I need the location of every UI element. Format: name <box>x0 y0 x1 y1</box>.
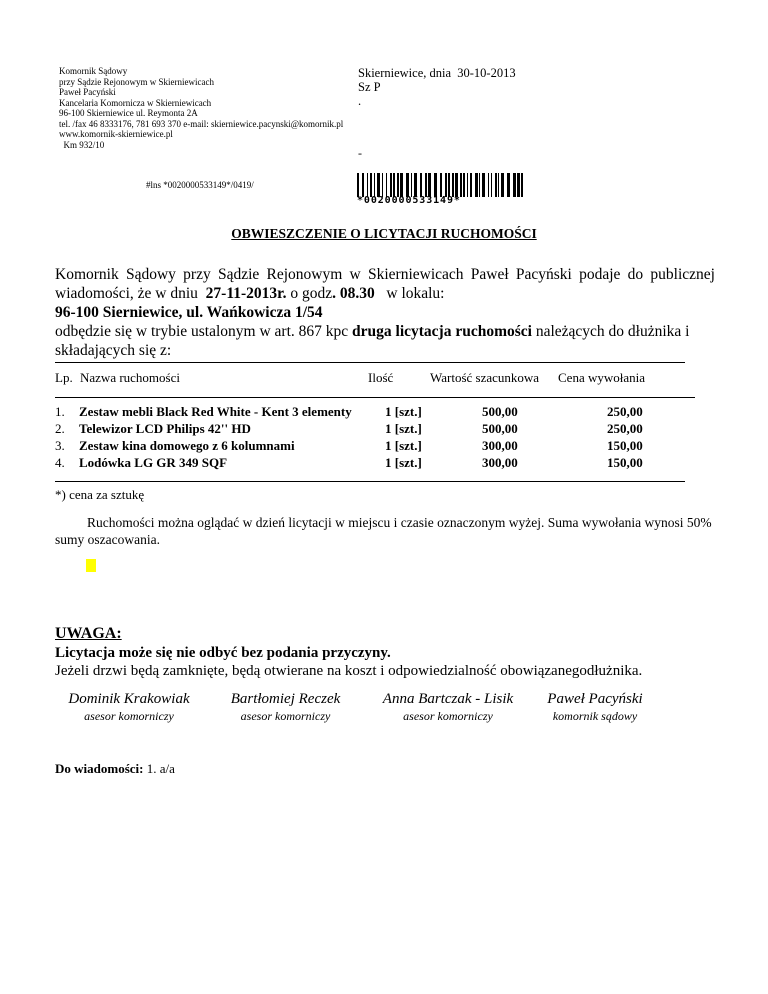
cell-price: 250,00 <box>607 404 643 419</box>
barcode-bar <box>357 173 359 197</box>
barcode-bar <box>488 173 489 197</box>
distribution-label: Do wiadomości: <box>55 761 144 776</box>
cell-price: 150,00 <box>607 438 643 453</box>
dot-mark: . <box>358 94 362 108</box>
cell-value: 300,00 <box>482 455 518 470</box>
warning-line-2: Jeżeli drzwi będą zamknięte, będą otwierane na koszt i odpowiedzialność obowiązanegodłużnika. <box>55 663 643 679</box>
barcode-bar <box>463 173 465 197</box>
barcode-bar <box>491 173 492 197</box>
document-title: OBWIESZCZENIE O LICYTACJI RUCHOMOŚCI <box>231 226 537 241</box>
barcode-bar <box>434 173 437 197</box>
office-line: Komornik Sądowy <box>59 66 128 76</box>
barcode-bar <box>397 173 399 197</box>
intro-line-2 <box>55 284 715 303</box>
auction-time: . 08.30 <box>332 285 375 302</box>
intro-text: o godz <box>286 285 333 302</box>
office-line: przy Sądzie Rejonowym w Skierniewicach <box>59 76 214 87</box>
header-qty: Ilość <box>368 370 394 385</box>
office-line: Kancelaria Komornicza w Skierniewicach <box>59 97 212 108</box>
signatory-name: Dominik Krakowiak <box>68 691 190 707</box>
barcode-bar <box>367 173 368 197</box>
cell-lp: 1. <box>55 404 65 419</box>
cell-qty: 1 [szt.] <box>385 438 422 453</box>
barcode-bar <box>393 173 395 197</box>
table-rule <box>55 362 685 363</box>
barcode-bar <box>406 173 409 197</box>
place-date: Skierniewice, dnia 30-10-2013 <box>358 66 516 80</box>
office-line: tel. /fax 46 8333176, 781 693 370 e-mail: skierniewice.pacynski@komornik.pl <box>59 118 344 129</box>
intro-paragraph <box>55 265 715 360</box>
signatory-role: asesor komorniczy <box>240 709 331 723</box>
warning-line-1: Licytacja może się nie odbyć bez podania przyczyny. <box>55 645 391 661</box>
cell-price: 250,00 <box>607 421 643 436</box>
cell-value: 300,00 <box>482 438 518 453</box>
barcode-text: *0020000533149* <box>357 195 461 206</box>
cell-qty: 1 [szt.] <box>385 404 422 419</box>
barcode-bars <box>357 173 525 197</box>
barcode-bar <box>482 173 485 197</box>
signatory-name: Bartłomiej Reczek <box>230 691 341 707</box>
barcode-bar <box>448 173 450 197</box>
header-price: Cena wywołania <box>558 370 646 385</box>
dash-mark: - <box>358 146 362 160</box>
barcode-bar <box>521 173 523 197</box>
signatory-role: asesor komorniczy <box>84 709 174 723</box>
office-line: www.komornik-skierniewice.pl <box>59 129 173 139</box>
reference-code: #lns *0020000533149*/0419/ <box>146 180 254 190</box>
barcode-bar <box>445 173 447 197</box>
barcode-bar <box>377 173 380 197</box>
intro-line-4 <box>55 322 715 341</box>
viewing-note: Ruchomości można oglądać w dzień licytacji w miejscu i czasie oznaczonym wyżej. Suma wywołania wynosi 50% sumy oszacowania. <box>55 515 712 547</box>
highlight-mark <box>86 559 96 572</box>
cell-lp: 3. <box>55 438 65 453</box>
barcode-bar <box>479 173 480 197</box>
office-line: 96-100 Skierniewice ul. Reymonta 2A <box>59 108 198 118</box>
table-row <box>55 455 695 472</box>
barcode-bar <box>455 173 458 197</box>
auction-date: 27-11-2013r. <box>205 285 287 302</box>
cell-value: 500,00 <box>482 404 518 419</box>
cell-value: 500,00 <box>482 421 518 436</box>
barcode-bar <box>475 173 478 197</box>
cell-qty: 1 [szt.] <box>385 455 422 470</box>
cell-name: Lodówka LG GR 349 SQF <box>79 455 228 470</box>
table-rule <box>55 481 685 482</box>
cell-price: 150,00 <box>607 455 643 470</box>
barcode-bar <box>498 173 499 197</box>
intro-line-5: składających się z: <box>55 342 172 359</box>
signature-block <box>368 690 528 724</box>
case-number: Km 932/10 <box>59 139 105 150</box>
barcode-bar <box>470 173 472 197</box>
barcode <box>357 173 525 207</box>
intro-text: w lokalu: <box>374 285 445 302</box>
barcode-bar <box>460 173 462 197</box>
barcode-bar <box>400 173 403 197</box>
barcode-bar <box>370 173 372 197</box>
table-row <box>55 404 695 421</box>
table-row <box>55 438 695 455</box>
barcode-bar <box>390 173 392 197</box>
table-rule <box>55 397 695 398</box>
signatory-role: komornik sądowy <box>552 709 638 723</box>
barcode-bar <box>425 173 427 197</box>
barcode-bar <box>452 173 454 197</box>
barcode-bar <box>374 173 375 197</box>
intro-line-1: Komornik Sądowy przy Sądzie Rejonowym w Skierniewicach Paweł Pacyński podaje do publicznej <box>55 266 715 283</box>
header-lp: Lp. <box>55 370 73 385</box>
cell-qty: 1 [szt.] <box>385 421 422 436</box>
warning-heading: UWAGA: <box>55 625 122 642</box>
cell-lp: 4. <box>55 455 65 470</box>
barcode-bar <box>420 173 422 197</box>
cell-lp: 2. <box>55 421 65 436</box>
signatory-role: asesor komorniczy <box>403 709 493 723</box>
auction-address: 96-100 Sierniewice, ul. Wańkowicza 1/54 <box>55 304 323 321</box>
barcode-bar <box>501 173 504 197</box>
signature-block <box>218 690 353 724</box>
cell-name: Telewizor LCD Philips 42'' HD <box>79 421 251 436</box>
barcode-bar <box>517 173 520 197</box>
header-name: Nazwa ruchomości <box>80 370 180 385</box>
barcode-bar <box>507 173 510 197</box>
intro-text: odbędzie się w trybie ustalonym w art. 867 kpc <box>55 323 353 340</box>
office-line: Paweł Pacyński <box>59 87 116 97</box>
barcode-bar <box>467 173 468 197</box>
distribution <box>55 761 175 777</box>
barcode-bar <box>428 173 431 197</box>
barcode-bar <box>440 173 442 197</box>
barcode-bar <box>386 173 387 197</box>
date-block <box>358 66 516 108</box>
intro-text: wiadomości, że w dniu <box>55 285 206 302</box>
signatory-name: Paweł Pacyński <box>547 691 643 707</box>
barcode-bar <box>411 173 412 197</box>
signature-block <box>64 690 194 724</box>
signature-code: Sz P <box>358 80 381 94</box>
cell-name: Zestaw kina domowego z 6 kolumnami <box>79 438 295 453</box>
distribution-value: 1. a/a <box>143 761 175 776</box>
table-footnote: *) cena za sztukę <box>55 487 145 502</box>
barcode-bar <box>414 173 417 197</box>
auction-type: druga licytacja ruchomości <box>352 323 532 340</box>
barcode-bar <box>362 173 364 197</box>
barcode-bar <box>495 173 497 197</box>
office-header <box>59 66 343 150</box>
intro-text: należących do dłużnika i <box>531 323 690 340</box>
barcode-bar <box>382 173 383 197</box>
table-row <box>55 421 695 438</box>
signature-block <box>530 690 660 724</box>
header-value: Wartość szacunkowa <box>430 370 540 385</box>
barcode-bar <box>513 173 516 197</box>
signatory-name: Anna Bartczak - Lisik <box>382 691 514 707</box>
cell-name: Zestaw mebli Black Red White - Kent 3 elementy <box>79 404 352 419</box>
